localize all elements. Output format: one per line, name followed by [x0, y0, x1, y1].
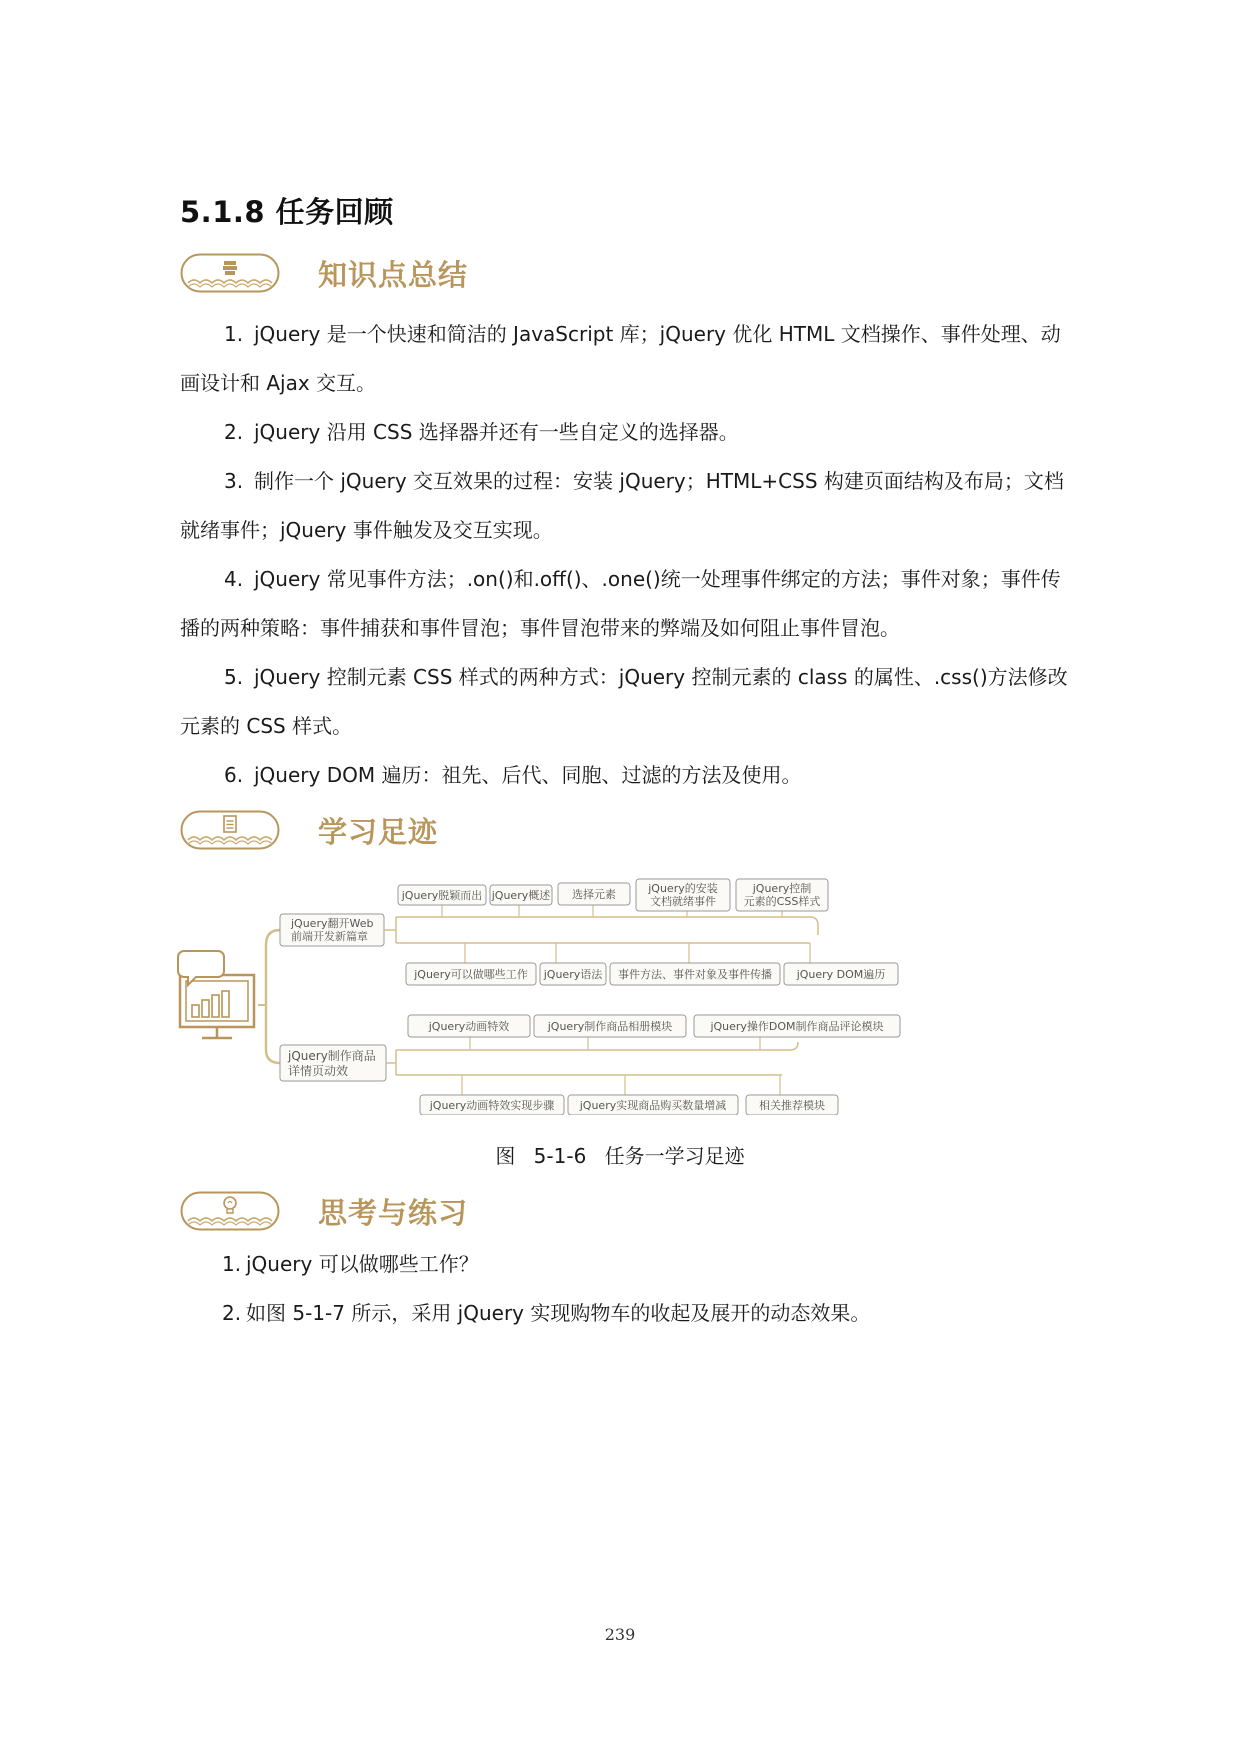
- mindmap-node: [408, 1015, 530, 1037]
- mindmap-node: [420, 1095, 564, 1115]
- mindmap-node: [540, 963, 606, 985]
- figure-caption: 图 5-1-6 任务一学习足迹: [495, 1144, 745, 1168]
- mindmap-node: [636, 879, 730, 911]
- mindmap-node: [398, 885, 486, 905]
- svg-text:元素的CSS样式: 元素的CSS样式: [743, 895, 821, 908]
- svg-text:jQuery DOM遍历: jQuery DOM遍历: [796, 968, 886, 981]
- branch1-label-line2: 前端开发新篇章: [291, 930, 368, 943]
- section-heading: 5.1.8 任务回顾: [180, 195, 394, 229]
- svg-text:jQuery实现商品购买数量增减: jQuery实现商品购买数量增减: [579, 1099, 727, 1112]
- svg-text:jQuery动画特效: jQuery动画特效: [428, 1020, 510, 1033]
- list-item: 4. jQuery 常见事件方法；.on()和.off()、.one()统一处理事件绑定的方法；事件对象；事件传播的两种策略：事件捕获和事件冒泡；事件冒泡带来的弊端及如何阻止事件冒泡。: [180, 567, 1061, 640]
- list-item: 1. jQuery 可以做哪些工作？: [222, 1252, 479, 1276]
- mindmap-node: [534, 1015, 686, 1037]
- mindmap-node: [558, 883, 630, 905]
- mindmap-node: [694, 1015, 900, 1037]
- svg-text:jQuery控制: jQuery控制: [752, 882, 812, 895]
- list-item: 6. jQuery DOM 遍历：祖先、后代、同胞、过滤的方法及使用。: [224, 763, 802, 787]
- svg-text:jQuery概述: jQuery概述: [491, 889, 551, 902]
- branch2-label-line2: 详情页动效: [288, 1064, 349, 1078]
- footprint-title: 学习足迹: [318, 814, 439, 849]
- list-item: 3. 制作一个 jQuery 交互效果的过程：安装 jQuery；HTML+CSS 构建页面结构及布局；文档就绪事件；jQuery 事件触发及交互实现。: [180, 469, 1064, 542]
- practice-list: [180, 1240, 1070, 1338]
- svg-text:jQuery可以做哪些工作: jQuery可以做哪些工作: [414, 968, 528, 981]
- branch2-label-line1: jQuery制作商品: [288, 1049, 376, 1063]
- practice-title: 思考与练习: [318, 1195, 469, 1230]
- svg-text:jQuery脱颖而出: jQuery脱颖而出: [401, 889, 483, 902]
- svg-text:事件方法、事件对象及事件传播: 事件方法、事件对象及事件传播: [618, 968, 772, 981]
- svg-text:jQuery的安装: jQuery的安装: [648, 882, 718, 895]
- mindmap-node: [490, 885, 552, 905]
- clipboard-icon: [180, 810, 280, 850]
- mindmap-node: [736, 879, 828, 911]
- knowledge-list: [180, 310, 1070, 800]
- list-item: 2. jQuery 沿用 CSS 选择器并还有一些自定义的选择器。: [224, 420, 739, 444]
- svg-text:jQuery制作商品相册模块: jQuery制作商品相册模块: [547, 1020, 673, 1033]
- svg-text:jQuery操作DOM制作商品评论模块: jQuery操作DOM制作商品评论模块: [710, 1020, 884, 1033]
- svg-text:相关推荐模块: 相关推荐模块: [759, 1099, 825, 1112]
- page-number: 239: [604, 1625, 636, 1644]
- svg-text:选择元素: 选择元素: [572, 888, 616, 901]
- learning-footprint-mindmap: [170, 865, 1070, 1115]
- branch1-label-line1: jQuery翻开Web: [291, 917, 374, 930]
- knowledge-header: [180, 250, 468, 296]
- mindmap-node: [610, 963, 780, 985]
- book-stack-icon: [180, 253, 280, 293]
- presentation-chart-icon: [178, 951, 254, 1038]
- branch2-node: [280, 1045, 386, 1081]
- practice-header: [180, 1188, 468, 1234]
- branch1-node: [280, 914, 384, 946]
- svg-text:jQuery语法: jQuery语法: [543, 968, 603, 981]
- svg-text:jQuery动画特效实现步骤: jQuery动画特效实现步骤: [429, 1099, 555, 1112]
- knowledge-title: 知识点总结: [318, 257, 469, 292]
- footprint-header: [180, 807, 438, 853]
- list-item: 1. jQuery 是一个快速和简洁的 JavaScript 库；jQuery 优化 HTML 文档操作、事件处理、动画设计和 Ajax 交互。: [180, 322, 1061, 395]
- lightbulb-icon: [180, 1191, 280, 1231]
- mindmap-node: [568, 1095, 738, 1115]
- mindmap-node: [784, 963, 898, 985]
- list-item: 5. jQuery 控制元素 CSS 样式的两种方式：jQuery 控制元素的 class 的属性、.css()方法修改元素的 CSS 样式。: [180, 665, 1068, 738]
- svg-text:文档就绪事件: 文档就绪事件: [650, 895, 716, 908]
- mindmap-node: [746, 1095, 838, 1115]
- list-item: 2. 如图 5-1-7 所示，采用 jQuery 实现购物车的收起及展开的动态效果。: [222, 1301, 871, 1325]
- mindmap-node: [406, 963, 536, 985]
